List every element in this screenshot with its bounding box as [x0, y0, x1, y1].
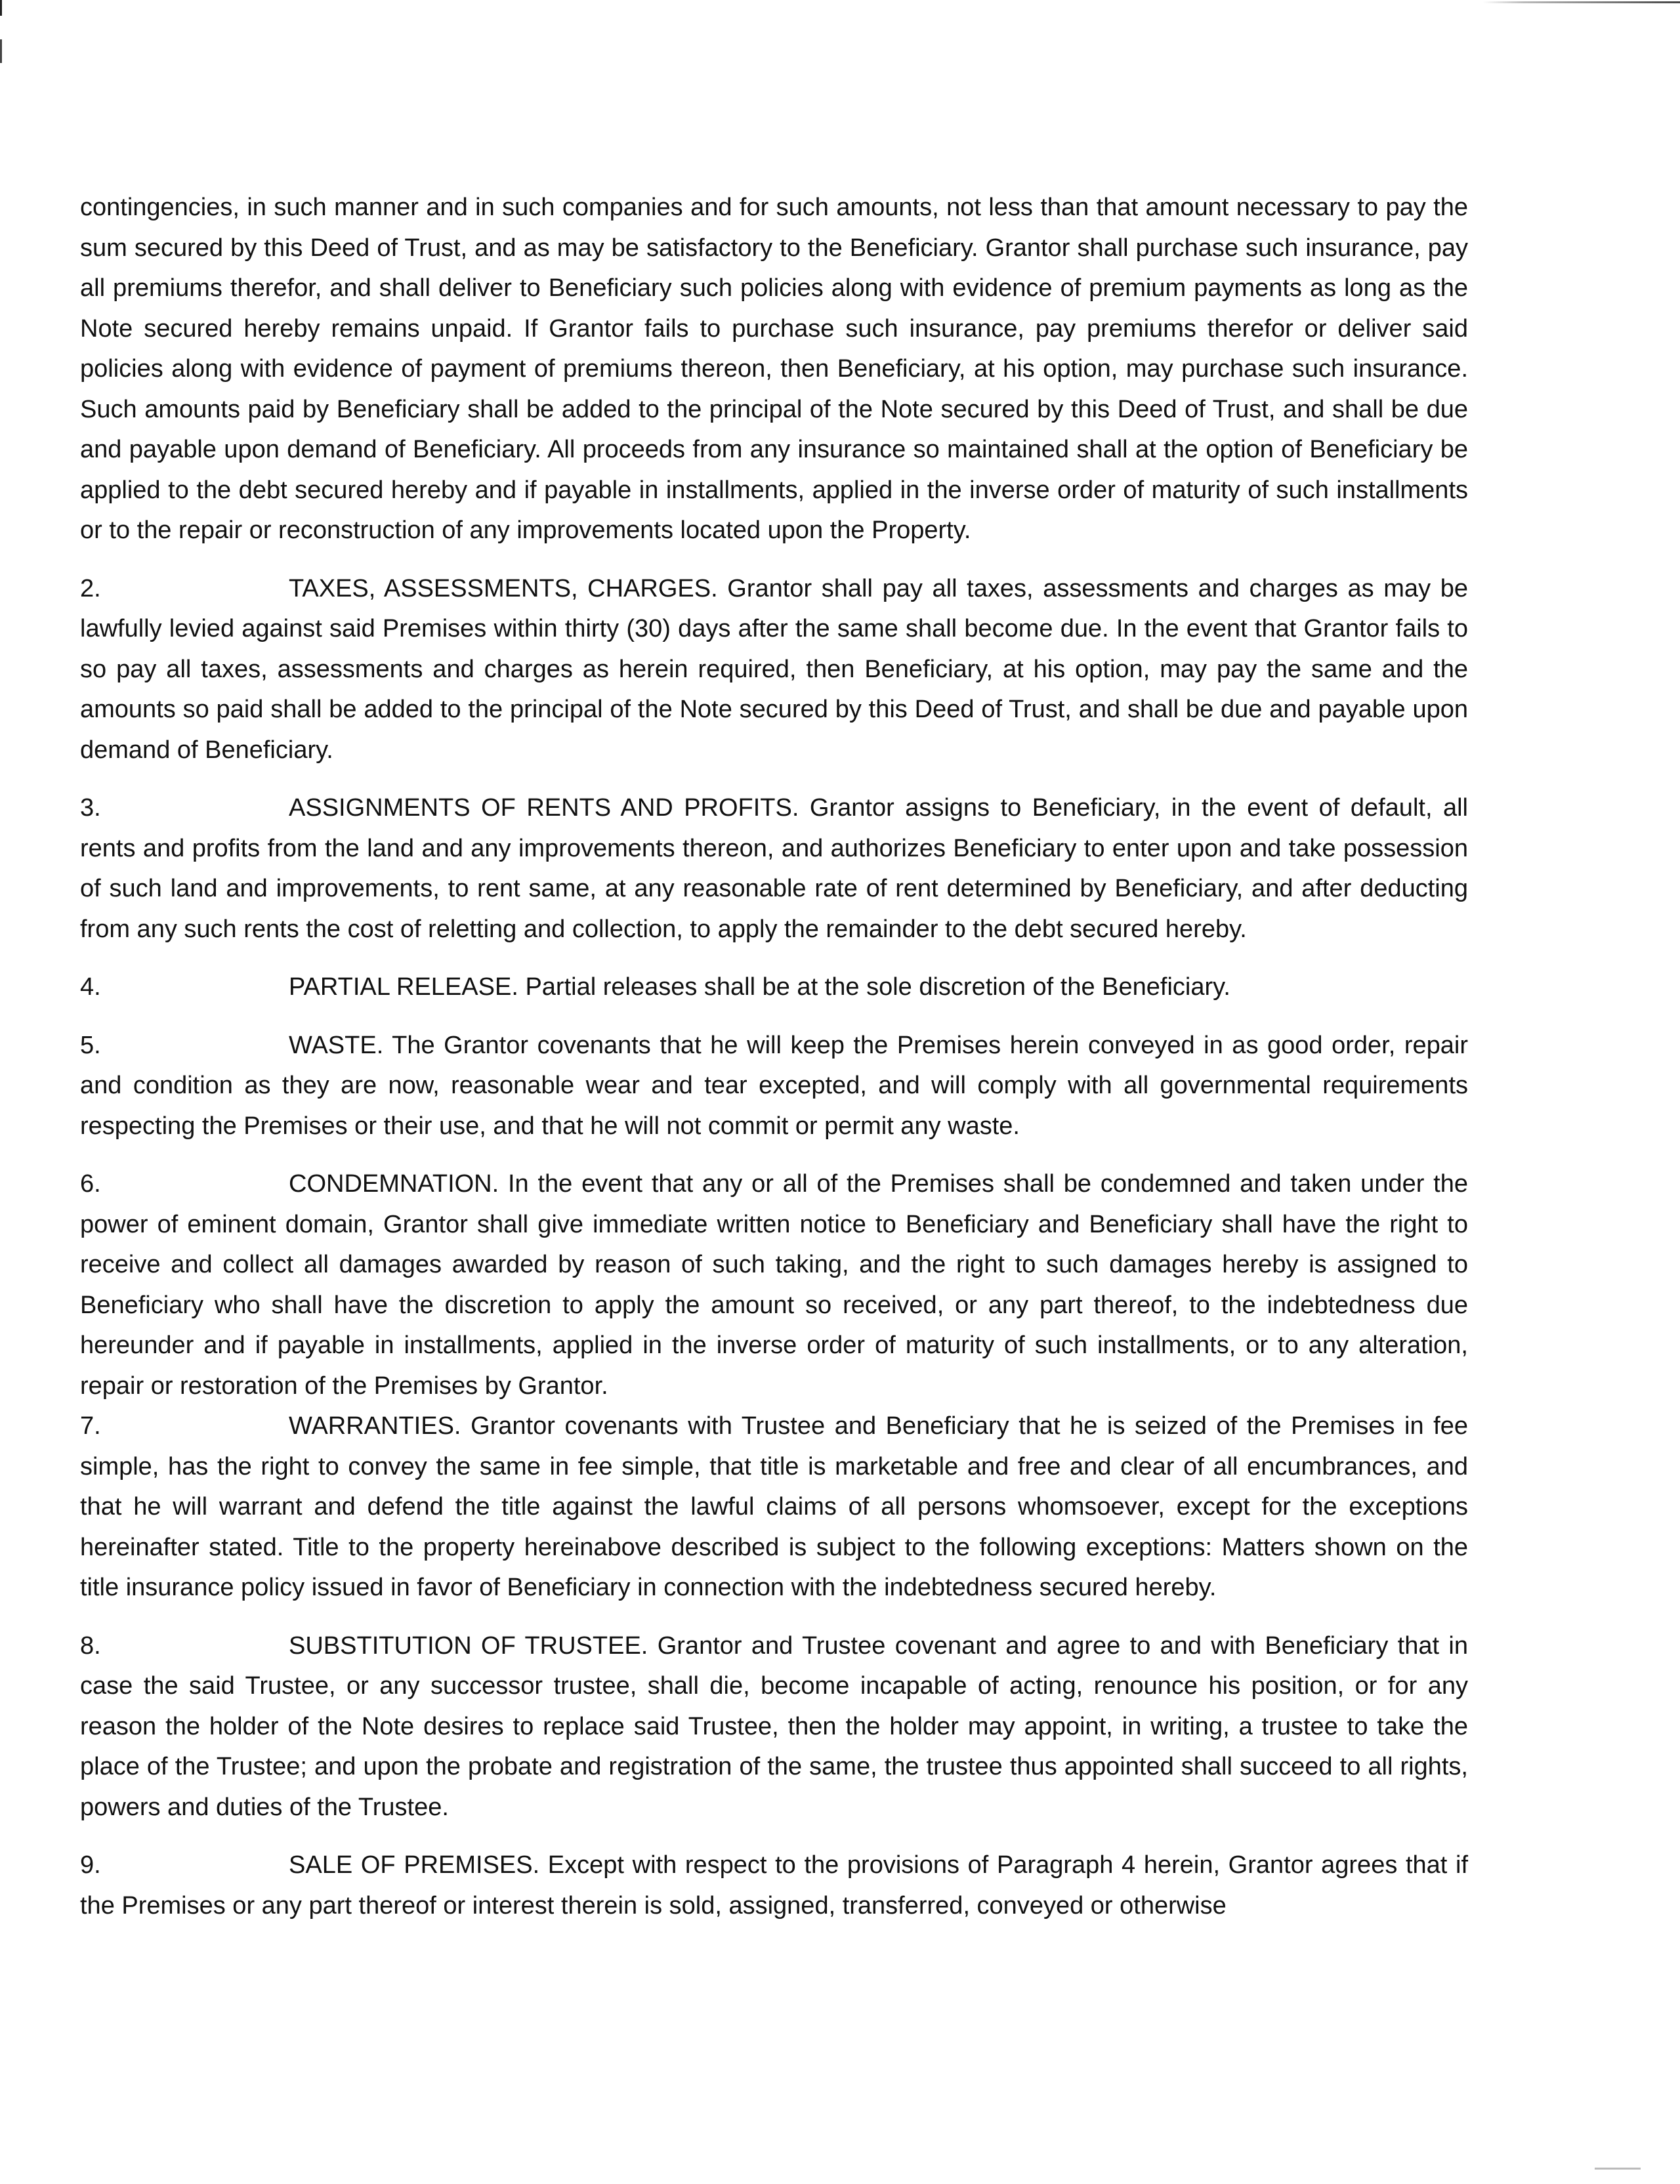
section-text: SUBSTITUTION OF TRUSTEE. Grantor and Trustee covenant and agree to and with Beneficiary that in case the said Trustee, or any successor trustee, shall die, become incapable of acting, renounce his position, or for any reason the holder of the Note desires to replace said Trustee, then the holder may appoint, in writing, a trustee to take the place of the Trustee; and upon the probate and registration of the same, the trustee thus appointed shall succeed to all rights, powers and duties of the Trustee.	[80, 1631, 1468, 1821]
section-number: 2.	[80, 574, 101, 602]
section-number: 6.	[80, 1170, 101, 1198]
document-page	[80, 188, 1468, 1926]
section-6	[80, 1164, 1468, 1406]
section-text: WASTE. The Grantor covenants that he will keep the Premises herein conveyed in as good order, repair and condition as they are now, reasonable wear and tear excepted, and will comply with all governmental requirements respecting the Premises or their use, and that he will not commit or permit any waste.	[80, 1031, 1468, 1140]
section-2	[80, 569, 1468, 771]
scan-edge-line	[1483, 1, 1680, 3]
section-5	[80, 1026, 1468, 1147]
section-number: 9.	[80, 1851, 101, 1879]
section-text: PARTIAL RELEASE. Partial releases shall be at the sole discretion of the Beneficiary.	[289, 973, 1230, 1001]
section-number: 5.	[80, 1031, 101, 1059]
section-3	[80, 788, 1468, 950]
section-text: ASSIGNMENTS OF RENTS AND PROFITS. Grantor assigns to Beneficiary, in the event of default, all rents and profits from the land and any improvements thereon, and authorizes Beneficiary to enter upon and take possession of such land and improvements, to rent same, at any reasonable rate of rent determined by Beneficiary, and after deducting from any such rents the cost of reletting and collection, to apply the remainder to the debt secured hereby.	[80, 794, 1468, 943]
section-8	[80, 1626, 1468, 1828]
section-9	[80, 1845, 1468, 1926]
section-text: WARRANTIES. Grantor covenants with Trustee and Beneficiary that he is seized of the Premises in fee simple, has the right to convey the same in fee simple, that title is marketable and free and clear of all encumbrances, and that he will warrant and defend the title against the lawful claims of all persons whomsoever, except for the exceptions hereinafter stated. Title to the property hereinabove described is subject to the following exceptions: Matters shown on the title insurance policy issued in favor of Beneficiary in connection with the indebtedness secured hereby.	[80, 1412, 1468, 1601]
section-text: TAXES, ASSESSMENTS, CHARGES. Grantor shall pay all taxes, assessments and charges as may be lawfully levied against said Premises within thirty (30) days after the same shall become due. In the event that Grantor fails to so pay all taxes, assessments and charges as herein required, then Beneficiary, at his option, may pay the same and the amounts so paid shall be added to the principal of the Note secured by this Deed of Trust, and shall be due and payable upon demand of Beneficiary.	[80, 574, 1468, 764]
section-text: SALE OF PREMISES. Except with respect to the provisions of Paragraph 4 herein, Grantor agrees that if the Premises or any part thereof or interest therein is sold, assigned, transferred, conveyed or otherwise	[80, 1851, 1468, 1920]
scan-corner-mark	[1595, 2168, 1641, 2170]
section-number: 7.	[80, 1412, 101, 1440]
scan-edge-mark	[0, 39, 2, 63]
section-7	[80, 1406, 1468, 1608]
section-number: 8.	[80, 1631, 101, 1660]
section-number: 4.	[80, 973, 101, 1001]
section-number: 3.	[80, 794, 101, 822]
intro-paragraph: contingencies, in such manner and in such companies and for such amounts, not less than that amount necessary to pay the sum secured by this Deed of Trust, and as may be satisfactory to the Beneficiary. Grantor shall purchase such insurance, pay all premiums therefor, and shall deliver to Beneficiary such policies along with evidence of premium payments as long as the Note secured hereby remains unpaid. If Grantor fails to purchase such insurance, pay premiums therefor or deliver said policies along with evidence of payment of premiums thereon, then Beneficiary, at his option, may purchase such insurance. Such amounts paid by Beneficiary shall be added to the principal of the Note secured by this Deed of Trust, and shall be due and payable upon demand of Beneficiary. All proceeds from any insurance so maintained shall at the option of Beneficiary be applied to the debt secured hereby and if payable in installments, applied in the inverse order of maturity of such installments or to the repair or reconstruction of any improvements located upon the Property.	[80, 194, 1468, 544]
section-4	[80, 967, 1468, 1008]
scan-edge-mark	[0, 0, 2, 16]
section-text: CONDEMNATION. In the event that any or all of the Premises shall be condemned and taken under the power of eminent domain, Grantor shall give immediate written notice to Beneficiary and Beneficiary shall have the right to receive and collect all damages awarded by reason of such taking, and the right to such damages hereby is assigned to Beneficiary who shall have the discretion to apply the amount so received, or any part thereof, to the indebtedness due hereunder and if payable in installments, applied in the inverse order of maturity of such installments, or to any alteration, repair or restoration of the Premises by Grantor.	[80, 1170, 1468, 1400]
